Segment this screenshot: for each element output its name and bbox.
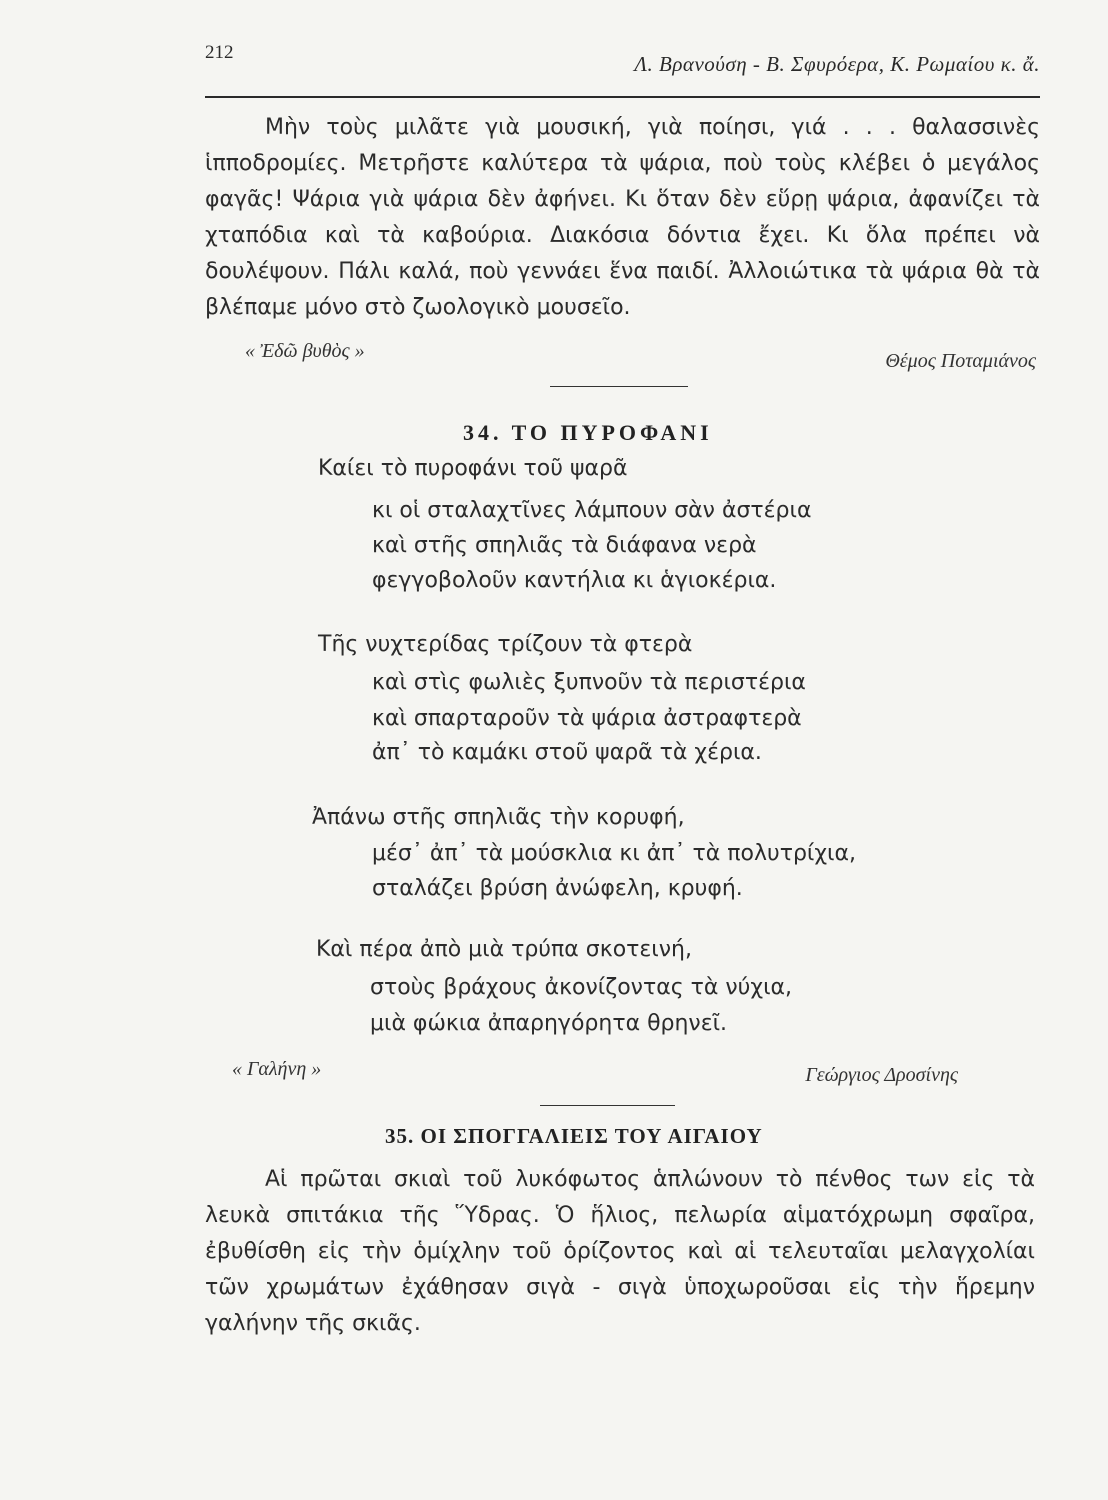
poem-line: Τῆς νυχτερίδας τρίζουν τὰ φτερὰ — [318, 632, 693, 657]
poem-line: ἀπ᾽ τὸ καμάκι στοῦ ψαρᾶ τὰ χέρια. — [372, 740, 762, 765]
poem-line: καὶ στῆς σπηλιᾶς τὰ διάφανα νερὰ — [372, 533, 757, 558]
section-35-paragraph — [205, 1162, 1035, 1342]
poem-line: Καίει τὸ πυροφάνι τοῦ ψαρᾶ — [318, 456, 628, 481]
poem-line: στοὺς βράχους ἀκονίζοντας τὰ νύχια, — [370, 975, 793, 1000]
running-head: Λ. Βρανούση - Β. Σφυρόερα, Κ. Ρωμαίου κ. ἄ. — [634, 52, 1040, 76]
poem-line: κι οἱ σταλαχτῖνες λάμπουν σὰν ἀστέρια — [372, 498, 812, 523]
section-divider — [550, 386, 688, 387]
poem-line: καὶ στὶς φωλιὲς ξυπνοῦν τὰ περιστέρια — [372, 670, 806, 695]
section-33-source: « Ἐδῶ βυθὸς » — [245, 340, 365, 362]
poem-line: φεγγοβολοῦν καντήλια κι ἁγιοκέρια. — [372, 568, 777, 593]
section-34-title: 34. ΤΟ ΠΥΡΟΦΑΝΙ — [463, 420, 713, 445]
section-35-title: 35. ΟΙ ΣΠΟΓΓΑΛΙΕΙΣ ΤΟΥ ΑΙΓΑΙΟΥ — [385, 1124, 763, 1148]
poem-line: Καὶ πέρα ἀπὸ μιὰ τρύπα σκοτεινή, — [316, 937, 692, 962]
poem-line: μιὰ φώκια ἀπαρηγόρητα θρηνεῖ. — [370, 1011, 728, 1036]
section-33-author: Θέμος Ποταμιάνος — [885, 350, 1036, 372]
section-35-text: Αἱ πρῶται σκιαὶ τοῦ λυκόφωτος ἁπλώνουν τὸ πένθος των εἰς τὰ λευκὰ σπιτάκια τῆς Ὕδρας. Ὁ ἥλιος, πελωρία αἱματόχρωμη σφαῖρα, ἐβυθίσθη εἰς τὴν ὁμίχλην τοῦ ὁρίζοντος καὶ αἱ τελευταῖαι μελαγχολίαι τῶν χρωμάτων ἐχάθησαν σιγὰ - σιγὰ ὑποχωροῦσαι εἰς τὴν ἥρεμην γαλήνην τῆς σκιᾶς. — [205, 1167, 1035, 1336]
section-34-source: « Γαλήνη » — [232, 1058, 322, 1080]
poem-line: καὶ σπαρταροῦν τὰ ψάρια ἀστραφτερὰ — [372, 706, 802, 731]
poem-line: σταλάζει βρύση ἀνώφελη, κρυφή. — [372, 876, 743, 901]
page-header — [205, 40, 1040, 98]
section-33-paragraph — [205, 110, 1040, 326]
section-33-text: Μὴν τοὺς μιλᾶτε γιὰ μουσική, γιὰ ποίησι, γιά . . . θαλασσινὲς ἱπποδρομίες. Μετρῆστε καλύτερα τὰ ψάρια, ποὺ τοὺς κλέβει ὁ μεγάλος φαγᾶς! Ψάρια γιὰ ψάρια δὲν ἀφήνει. Κι ὅταν δὲν εὕρῃ ψάρια, ἀφανίζει τὰ χταπόδια καὶ τὰ καβούρια. Διακόσια δόντια ἔχει. Κι ὅλα πρέπει νὰ δουλέψουν. Πάλι καλά, ποὺ γεννάει ἕνα παιδί. Ἀλλοιώτικα τὰ ψάρια θὰ τὰ βλέπαμε μόνο στὸ ζωολογικὸ μουσεῖο. — [205, 115, 1040, 320]
poem-line: μέσ᾽ ἀπ᾽ τὰ μούσκλια κι ἀπ᾽ τὰ πολυτρίχια, — [372, 841, 856, 866]
page-number: 212 — [205, 42, 234, 63]
section-34-author: Γεώργιος Δροσίνης — [805, 1064, 958, 1086]
poem-line: Ἀπάνω στῆς σπηλιᾶς τὴν κορυφή, — [312, 805, 685, 830]
section-divider — [540, 1105, 675, 1106]
